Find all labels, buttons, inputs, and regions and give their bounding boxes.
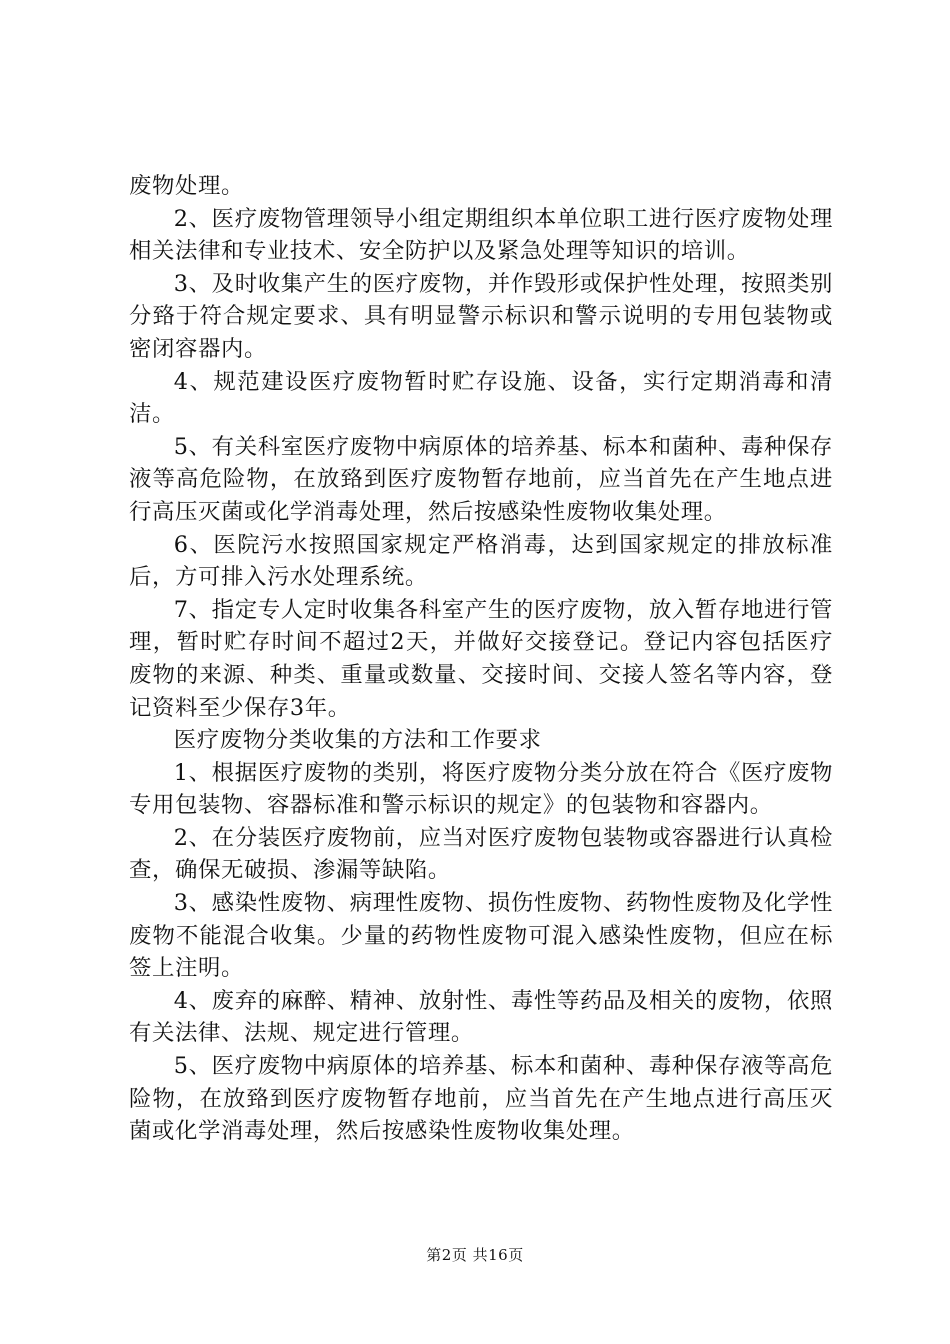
paragraph-continuation: 废物处理。: [129, 173, 244, 199]
paragraph-item-3-collection: 3、及时收集产生的医疗废物，并作毁形或保护性处理，按照类别分臵于符合规定要求、具有明显警示标识和警示说明的专用包装物或密闭容器内。: [129, 270, 833, 362]
section-heading: 医疗废物分类收集的方法和工作要求: [173, 727, 542, 754]
paragraph-sort-2: 2、在分装医疗废物前，应当对医疗废物包装物或容器进行认真检查，确保无破损、渗漏等缺陷。: [129, 824, 833, 884]
paragraph-sort-1: 1、根据医疗废物的类别，将医疗废物分类分放在符合《医疗废物专用包装物、容器标准和警示标识的规定》的包装物和容器内。: [129, 759, 833, 819]
page-number-footer: 第2页 共16页: [426, 1246, 524, 1264]
paragraph-item-2-training: 2、医疗废物管理领导小组定期组织本单位职工进行医疗废物处理相关法律和专业技术、安全防护以及紧急处理等知识的培训。: [129, 205, 833, 265]
paragraph-item-4-storage: 4、规范建设医疗废物暂时贮存设施、设备，实行定期消毒和清洁。: [129, 368, 833, 428]
paragraph-sort-4: 4、废弃的麻醉、精神、放射性、毒性等药品及相关的废物，依照有关法律、法规、规定进行管理。: [129, 987, 833, 1047]
paragraph-sort-5: 5、医疗废物中病原体的培养基、标本和菌种、毒种保存液等高危险物，在放臵到医疗废物暂存地前，应当首先在产生地点进行高压灭菌或化学消毒处理，然后按感染性废物收集处理。: [129, 1053, 833, 1145]
paragraph-item-5-high-risk: 5、有关科室医疗废物中病原体的培养基、标本和菌种、毒种保存液等高危险物，在放臵到医疗废物暂存地前，应当首先在产生地点进行高压灭菌或化学消毒处理，然后按感染性废物收集处理。: [129, 433, 833, 525]
paragraph-sort-3: 3、感染性废物、病理性废物、损伤性废物、药物性废物及化学性废物不能混合收集。少量的药物性废物可混入感染性废物，但应在标签上注明。: [129, 890, 833, 982]
document-body: [129, 170, 833, 1148]
paragraph-item-7-registration: 7、指定专人定时收集各科室产生的医疗废物，放入暂存地进行管理，暂时贮存时间不超过2天，并做好交接登记。登记内容包括医疗废物的来源、种类、重量或数量、交接时间、交接人签名等内容，登记资料至少保存3年。: [129, 596, 833, 721]
paragraph-item-6-sewage: 6、医院污水按照国家规定严格消毒，达到国家规定的排放标准后，方可排入污水处理系统。: [129, 531, 833, 591]
